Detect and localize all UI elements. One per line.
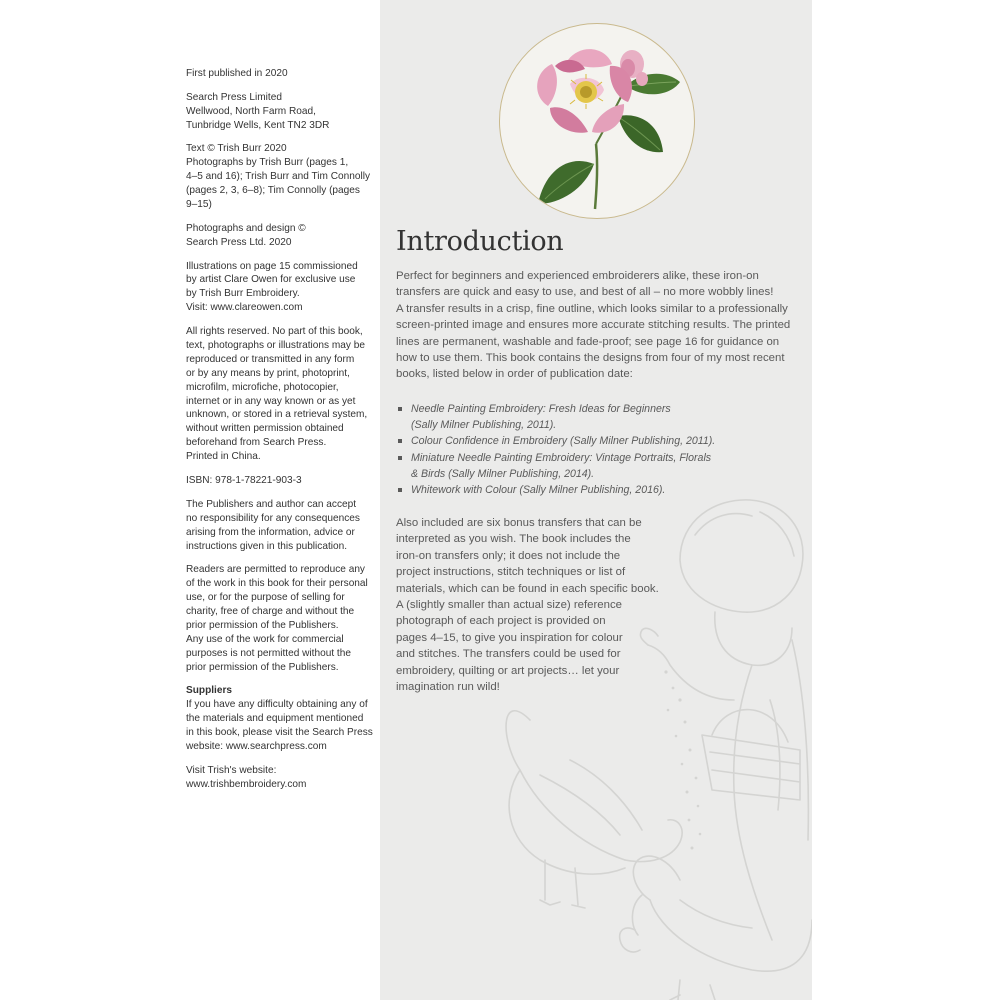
left-page: [0, 0, 380, 1000]
list-item: [396, 401, 806, 433]
book-title: Needle Painting Embroidery: Fresh Ideas for Beginners (Sally Milner Publishing, 2011).: [411, 403, 671, 432]
imprint-isbn: ISBN: 978-1-78221-903-3: [186, 475, 302, 486]
imprint-rights-reserved: All rights reserved. No part of this book, text, photographs or illustrations may be reproduced or transmitted in any form or by any means by print, photoprint, microfilm, microfiche, photocopier, internet or in any way known or as yet unknown, or stored in a retrieval system, without written permission obtained beforehand from Search Press. Printed in China.: [186, 326, 368, 463]
bullet-icon: [398, 488, 402, 492]
imprint-disclaimer: The Publishers and author can accept no responsibility for any consequences arising from the information, advice or instructions given in this publication.: [186, 498, 360, 552]
bullet-icon: [398, 456, 402, 460]
bonus-transfers-paragraph: Also included are six bonus transfers that can be interpreted as you wish. The book includes the iron-on transfers only; it does not include the project instructions, stitch techniques or list of materials, which can be found in each specific book. A (slightly smaller than actual size) reference photograph of each project is provided on pages 4–15, to give you inspiration for colour and stitches. The transfers could be used for embroidery, quilting or art projects… let your imagination run wild!: [396, 517, 659, 694]
books-list: [396, 401, 806, 498]
list-item: [396, 433, 806, 449]
list-item: [396, 482, 806, 498]
introduction-paragraph: Perfect for beginners and experienced embroiderers alike, these iron-on transfers are quick and easy to use, and best of all – no more wobbly lines! A transfer results in a crisp, fine outline, which looks similar to a professionally screen-printed image and ensures more accurate stitching results. The printed lines are permanent, washable and fade-proof; see page 16 for guidance on how to use them. This book contains the designs from four of my most recent books, listed below in order of publication date:: [396, 270, 791, 381]
bullet-icon: [398, 407, 402, 411]
suppliers-heading: Suppliers: [186, 685, 232, 697]
list-item: [396, 450, 806, 482]
book-title: Miniature Needle Painting Embroidery: Vintage Portraits, Florals & Birds (Sally Milner Publishing, 2014).: [411, 451, 712, 480]
imprint-first-published: First published in 2020: [186, 68, 288, 79]
imprint-design-credits: Photographs and design © Search Press Ltd. 2020: [186, 222, 306, 248]
book-title: Whitework with Colour (Sally Milner Publishing, 2016).: [411, 484, 666, 497]
imprint-reproduction-permission: Readers are permitted to reproduce any of the work in this book for their personal use, or for the purpose of selling for charity, free of charge and without the prior permission of the Publishers. Any use of the work for commercial purposes is not permitted without the prior permission of the Publishers.: [186, 564, 368, 673]
imprint-publisher-address: Search Press Limited Wellwood, North Farm Road, Tunbridge Wells, Kent TN2 3DR: [186, 91, 330, 131]
embroidery-hoop-photo: [499, 23, 695, 219]
book-title: Colour Confidence in Embroidery (Sally Milner Publishing, 2011).: [411, 435, 716, 448]
bullet-icon: [398, 439, 402, 443]
imprint-column: [186, 67, 376, 802]
suppliers-text: If you have any difficulty obtaining any of the materials and equipment mentioned in this book, please visit the Search Press website: www.searchpress.com: [186, 699, 373, 753]
imprint-illustration-credits: Illustrations on page 15 commissioned by artist Clare Owen for exclusive use by Trish Burr Embroidery. Visit: www.clareowen.com: [186, 260, 358, 314]
introduction-title: Introduction: [396, 226, 564, 257]
imprint-text-credits: Text © Trish Burr 2020 Photographs by Trish Burr (pages 1, 4–5 and 16); Trish Burr and Tim Connolly (pages 2, 3, 6–8); Tim Connolly (pages 9–15): [186, 143, 371, 211]
right-page: [380, 0, 812, 1000]
camellia-embroidery-image: [500, 24, 695, 219]
website-text: Visit Trish's website: www.trishbembroidery.com: [186, 764, 307, 790]
